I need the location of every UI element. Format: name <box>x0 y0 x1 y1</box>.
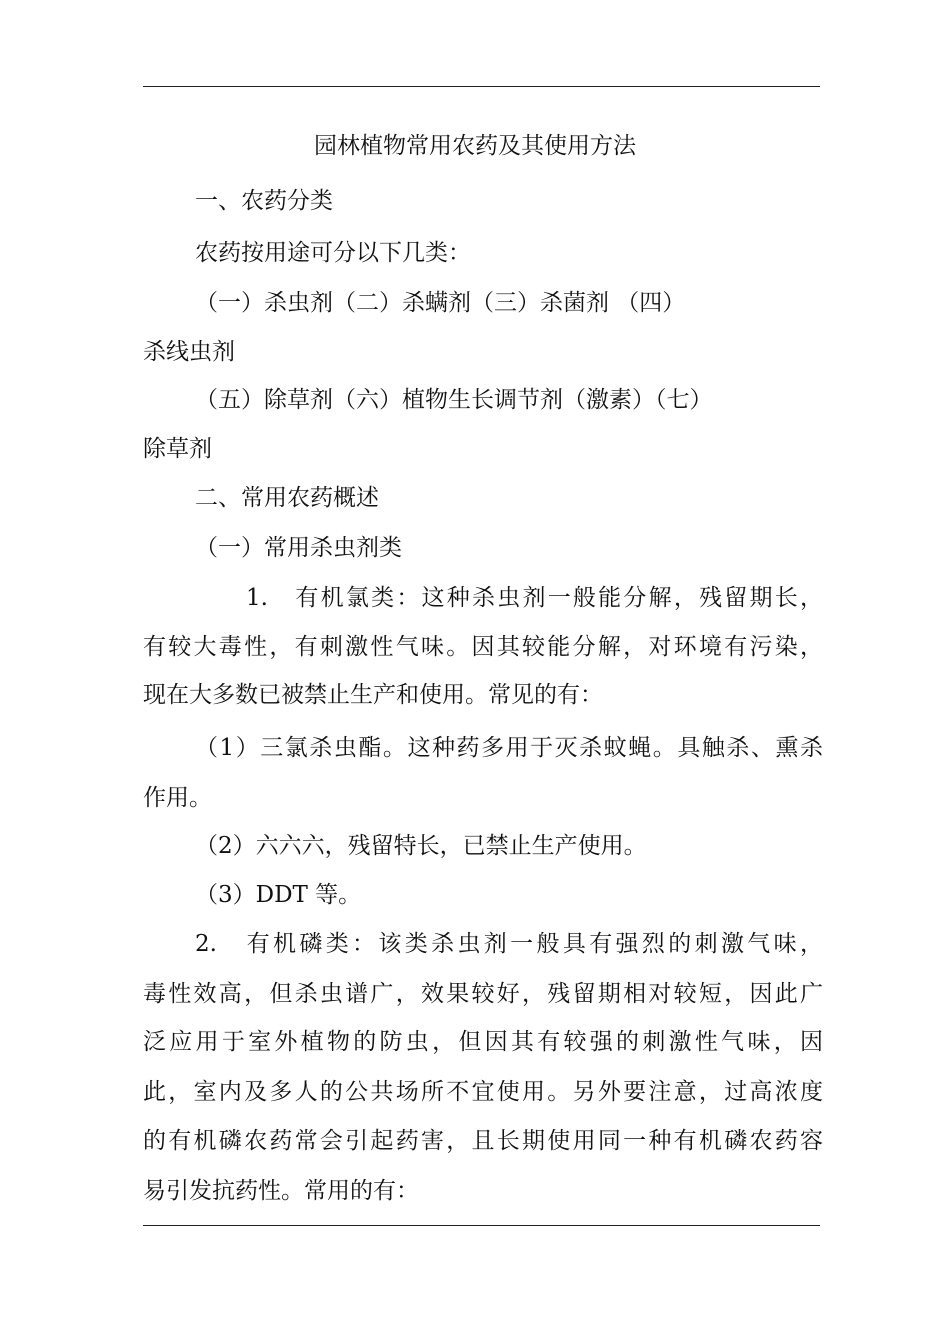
paragraph-line: 有较大毒性，有刺激性气味。因其较能分解，对环境有污染， <box>143 634 823 660</box>
section-heading: 一、农药分类 <box>195 188 333 214</box>
paragraph-line: 除草剂 <box>143 436 212 462</box>
paragraph-line: 作用。 <box>143 785 212 811</box>
paragraph-line: （五）除草剂（六）植物生长调节剂（激素）（七） <box>195 387 713 413</box>
paragraph-line: 此，室内及多人的公共场所不宜使用。另外要注意，过高浓度 <box>143 1079 823 1105</box>
paragraph-line: 农药按用途可分以下几类： <box>195 240 471 266</box>
list-item: （1）三氯杀虫酯。这种药多用于灭杀蚊蝇。具触杀、熏杀 <box>195 735 823 761</box>
paragraph-line: 1. 有机氯类：这种杀虫剂一般能分解，残留期长， <box>246 585 823 611</box>
paragraph-line: 杀线虫剂 <box>143 339 235 365</box>
paragraph-line: 泛应用于室外植物的防虫，但因其有较强的刺激性气味，因 <box>143 1029 823 1055</box>
list-item: （3）DDT 等。 <box>195 882 362 908</box>
paragraph-line: 易引发抗药性。常用的有： <box>143 1178 419 1204</box>
paragraph-line: 现在大多数已被禁止生产和使用。常见的有： <box>143 682 603 708</box>
header-rule <box>143 86 820 87</box>
paragraph-line: 的有机磷农药常会引起药害，且长期使用同一种有机磷农药容 <box>143 1128 823 1154</box>
paragraph-line: （一）杀虫剂（二）杀螨剂（三）杀菌剂 （四） <box>195 290 686 316</box>
document-title: 园林植物常用农药及其使用方法 <box>314 133 636 159</box>
section-heading: 二、常用农药概述 <box>195 485 379 511</box>
list-item: （2）六六六，残留特长，已禁止生产使用。 <box>195 833 647 859</box>
footer-rule <box>143 1225 820 1226</box>
paragraph-line: 毒性效高，但杀虫谱广，效果较好，残留期相对较短，因此广 <box>143 981 823 1007</box>
subsection-heading: （一）常用杀虫剂类 <box>195 535 402 561</box>
paragraph-line: 2. 有机磷类：该类杀虫剂一般具有强烈的刺激气味， <box>195 931 823 957</box>
